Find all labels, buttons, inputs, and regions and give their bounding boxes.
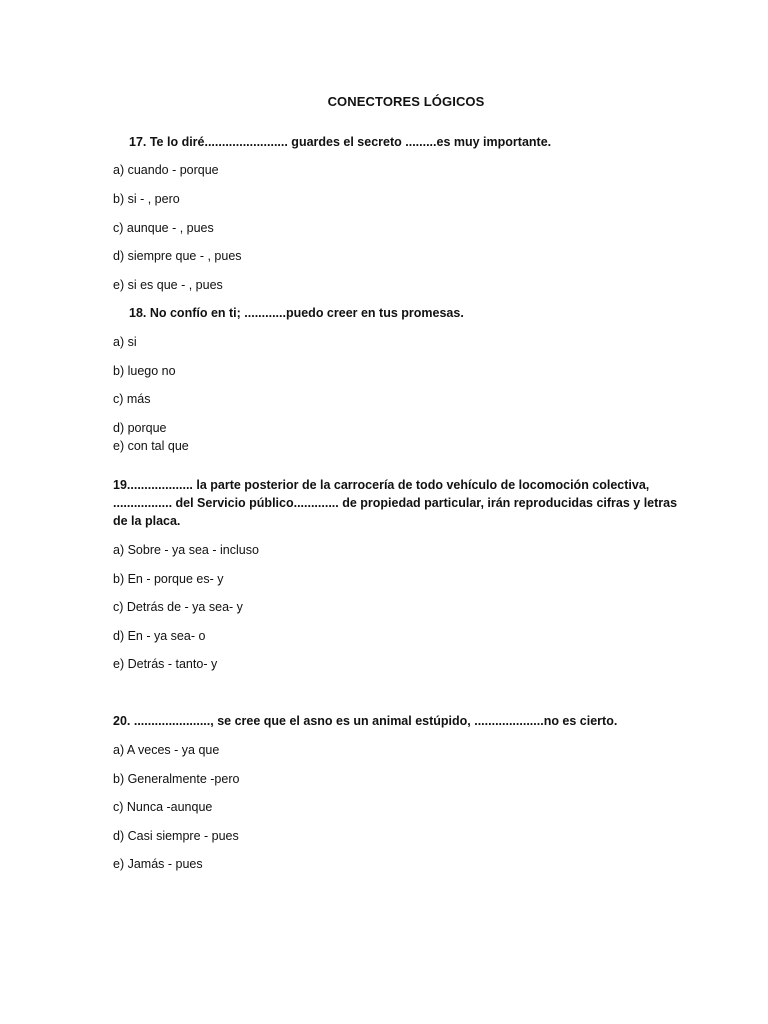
question-19-stem-line-3: de la placa. — [113, 514, 181, 528]
question-18-option-d: d) porque — [113, 421, 167, 435]
question-19-stem-line-1: 19................... la parte posterior de la carrocería de todo vehículo de locomoción colectiva, — [113, 478, 650, 492]
question-18-option-b: b) luego no — [113, 364, 176, 378]
question-20-option-a: a) A veces - ya que — [113, 743, 220, 757]
question-17-stem: 17. Te lo diré........................ guardes el secreto .........es muy importante. — [129, 135, 552, 149]
question-17-option-d: d) siempre que - , pues — [113, 249, 242, 263]
question-17-option-e: e) si es que - , pues — [113, 278, 223, 292]
question-20-option-b: b) Generalmente -pero — [113, 772, 240, 786]
question-18-stem: 18. No confío en ti; ............puedo creer en tus promesas. — [129, 306, 464, 320]
question-19-option-d: d) En - ya sea- o — [113, 629, 206, 643]
question-18-option-e: e) con tal que — [113, 439, 189, 453]
question-19-stem-line-2: ................. del Servicio público............. de propiedad particular, irán reproducidas cifras y letras — [113, 496, 678, 510]
question-19-option-a: a) Sobre - ya sea - incluso — [113, 543, 259, 557]
question-18-option-c: c) más — [113, 392, 151, 406]
question-20-stem: 20. ......................, se cree que el asno es un animal estúpido, ....................no es cierto. — [113, 714, 618, 728]
question-20-option-c: c) Nunca -aunque — [113, 800, 213, 814]
question-17-option-b: b) si - , pero — [113, 192, 180, 206]
question-20-option-d: d) Casi siempre - pues — [113, 829, 239, 843]
question-17-option-a: a) cuando - porque — [113, 163, 219, 177]
page-title: CONECTORES LÓGICOS — [327, 94, 485, 109]
question-17-option-c: c) aunque - , pues — [113, 221, 214, 235]
question-18-option-a: a) si — [113, 335, 137, 349]
question-20-option-e: e) Jamás - pues — [113, 857, 203, 871]
question-19-option-e: e) Detrás - tanto- y — [113, 657, 218, 671]
question-19-option-c: c) Detrás de - ya sea- y — [113, 600, 243, 614]
question-19-option-b: b) En - porque es- y — [113, 572, 224, 586]
